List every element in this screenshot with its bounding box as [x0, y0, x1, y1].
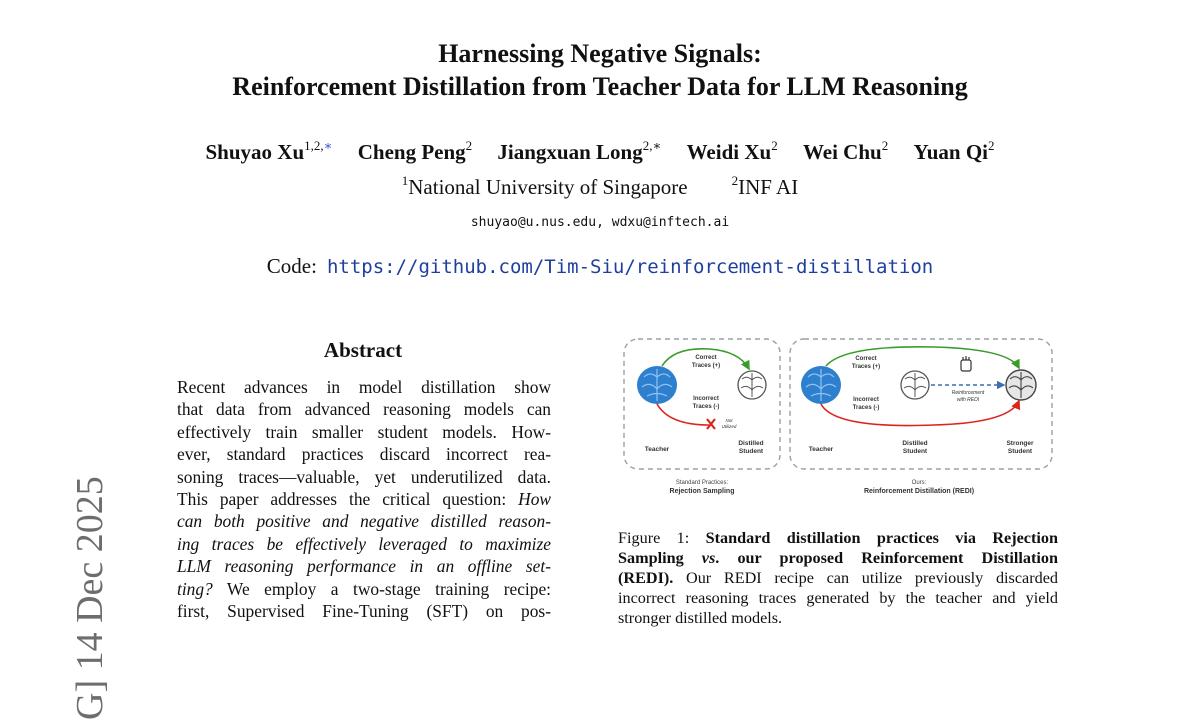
fig-label: Student: [738, 448, 764, 455]
incorrect-arrow: [821, 401, 1019, 426]
abstract-heading: Abstract: [323, 338, 403, 362]
student-brain-icon: [738, 371, 766, 399]
figure-1-diagram: [614, 333, 1058, 503]
fig-label: Distilled: [738, 440, 764, 447]
affiliation: National University of Singapore: [408, 175, 688, 199]
fig-label: Correct: [855, 356, 877, 362]
stronger-student-brain-icon: [1006, 370, 1036, 400]
author-list: [0, 140, 1200, 165]
fig-label: Traces (+): [691, 363, 721, 369]
fig-label: Student: [1007, 448, 1033, 455]
affiliation: INF AI: [738, 175, 799, 199]
fig-label: with REDI: [956, 397, 980, 403]
title-line-1: Harnessing Negative Signals:: [438, 39, 762, 68]
fig-label: Stronger: [1006, 440, 1034, 447]
author: Wei Chu$^2$: [802, 138, 889, 164]
abstract-line: Recent advances in model distillation show: [177, 377, 551, 397]
abstract-line: can both positive and negative distilled reason-: [177, 511, 551, 532]
caption-line: Figure 1: Standard distillation practices via Rejection: [618, 529, 1058, 547]
fig-label: Correct: [695, 355, 717, 361]
abstract-line: ing traces be effectively leveraged to maximize: [177, 533, 551, 554]
arxiv-stamp: G] 14 Dec 2025: [69, 476, 111, 720]
fig-label: Incorrect: [853, 397, 879, 403]
fig-caption: Standard Practices:: [675, 480, 729, 486]
reinforcement-fist-icon: [961, 356, 971, 371]
email-addresses: shuyao@u.nus.edu, wdxu@inftech.ai: [470, 215, 730, 230]
author: Shuyao $Xu^{1,2,∗}$: [205, 138, 333, 164]
abstract-line: effectively train smaller student models. How-: [177, 421, 551, 442]
teacher-brain-icon: [637, 366, 677, 404]
abstract-line: first, Supervised Fine-Tuning (SFT) on pos-: [177, 600, 551, 621]
fig-label: Not: [725, 418, 733, 423]
fig-label: Student: [902, 448, 928, 455]
abstract-line: that data from advanced reasoning models can: [177, 399, 551, 420]
fig-label: Utilized: [721, 424, 737, 429]
code-label: Code:: [266, 254, 317, 278]
affiliations: $^1$National University of Singapore $^2$INF AI: [401, 173, 799, 199]
abstract-text: [177, 376, 551, 622]
fig-label: Traces (-): [692, 404, 720, 410]
fig-label: Traces (-): [852, 405, 880, 411]
abstract-line: This paper addresses the critical question: How: [177, 488, 551, 509]
fig-label: Reinforcement: [951, 390, 985, 396]
caption-line: stronger distilled models.: [618, 609, 783, 627]
student-brain-icon: [901, 371, 929, 399]
fig-label: Teacher: [644, 446, 670, 453]
author: Cheng Peng$^2$: [357, 138, 473, 164]
author: Jiangxuan Long$^{2,∗}$: [497, 138, 662, 164]
figure-caption: [618, 528, 1058, 628]
title-line-2: Reinforcement Distillation from Teacher Data for LLM Reasoning: [232, 72, 968, 101]
fig-caption: Reinforcement Distillation (REDI): [863, 488, 975, 495]
author: Yuan Qi$^2$: [913, 138, 995, 164]
code-link[interactable]: https://github.com/Tim-Siu/reinforcement-distillation: [326, 256, 934, 278]
code-line: [0, 254, 1200, 279]
author: Weidi Xu$^2$: [686, 138, 778, 164]
not-utilized-x-icon: [707, 419, 715, 429]
paper-title: [0, 37, 1200, 103]
fig-label: Incorrect: [693, 396, 719, 402]
abstract-line: soning traces—valuable, yet underutilized data.: [177, 466, 551, 487]
fig-label: Distilled: [902, 440, 928, 447]
abstract-line: LLM reasoning performance in an offline set-: [177, 556, 551, 577]
fig-caption: Ours:: [911, 480, 927, 486]
abstract-line: ting? We employ a two-stage training recipe:: [177, 578, 551, 599]
abstract-line: ever, standard practices discard incorrect rea-: [177, 444, 551, 465]
fig-label: Traces (+): [851, 364, 881, 370]
teacher-brain-icon: [801, 366, 841, 404]
caption-line: (REDI). Our REDI recipe can utilize previously discarded: [618, 569, 1058, 587]
caption-line: incorrect reasoning traces generated by the teacher and yield: [618, 589, 1058, 607]
fig-label: Teacher: [808, 446, 834, 453]
fig-caption: Rejection Sampling: [669, 488, 735, 495]
caption-line: Sampling vs. our proposed Reinforcement Distillation: [618, 549, 1058, 567]
